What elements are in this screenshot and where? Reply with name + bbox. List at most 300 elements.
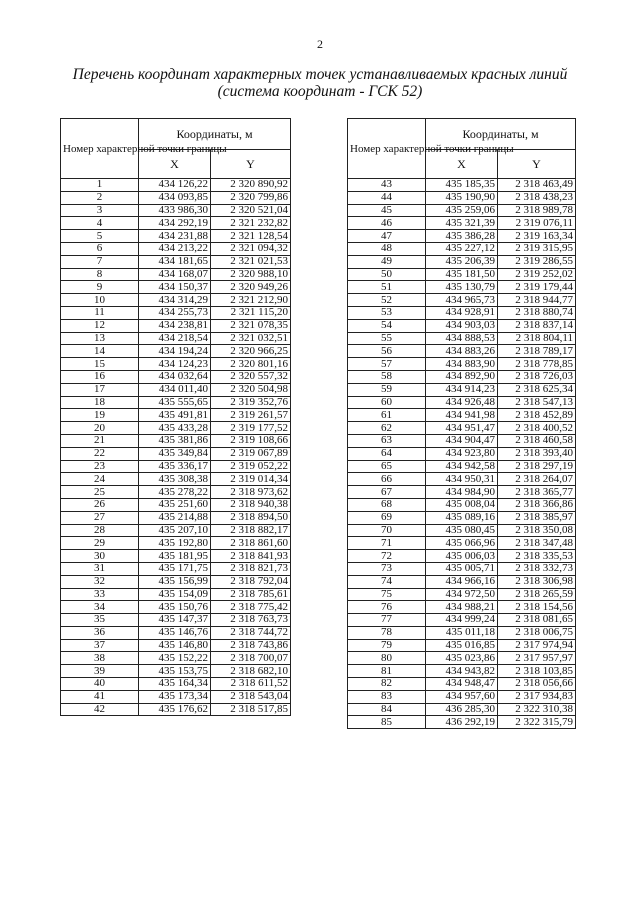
header-x: X: [139, 150, 211, 179]
x-coordinate-cell: 435 207,10: [139, 524, 211, 537]
table-row: [61, 626, 291, 639]
y-coordinate-cell: 2 318 882,17: [211, 524, 291, 537]
table-row: [61, 422, 291, 435]
x-coordinate-cell: 434 972,50: [426, 588, 498, 601]
x-coordinate-cell: 434 914,23: [426, 383, 498, 396]
x-coordinate-cell: 434 942,58: [426, 460, 498, 473]
point-number-cell: 40: [61, 678, 139, 691]
point-number-cell: 70: [348, 524, 426, 537]
point-number-cell: 42: [61, 703, 139, 716]
point-number-cell: 27: [61, 511, 139, 524]
y-coordinate-cell: 2 318 056,66: [498, 678, 576, 691]
table-row: [348, 281, 576, 294]
point-number-cell: 74: [348, 575, 426, 588]
x-coordinate-cell: 435 227,12: [426, 242, 498, 255]
point-number-cell: 48: [348, 242, 426, 255]
x-coordinate-cell: 435 016,85: [426, 639, 498, 652]
y-coordinate-cell: 2 318 335,53: [498, 550, 576, 563]
x-coordinate-cell: 434 213,22: [139, 242, 211, 255]
y-coordinate-cell: 2 317 974,94: [498, 639, 576, 652]
x-coordinate-cell: 435 154,09: [139, 588, 211, 601]
point-number-cell: 8: [61, 268, 139, 281]
table-row: [61, 217, 291, 230]
y-coordinate-cell: 2 318 154,56: [498, 601, 576, 614]
table-row: [348, 537, 576, 550]
x-coordinate-cell: 435 005,71: [426, 562, 498, 575]
table-row: [61, 230, 291, 243]
y-coordinate-cell: 2 321 021,53: [211, 255, 291, 268]
x-coordinate-cell: 434 926,48: [426, 396, 498, 409]
table-row: [61, 588, 291, 601]
x-coordinate-cell: 435 349,84: [139, 447, 211, 460]
table-row: [348, 345, 576, 358]
y-coordinate-cell: 2 318 940,38: [211, 498, 291, 511]
x-coordinate-cell: 435 080,45: [426, 524, 498, 537]
y-coordinate-cell: 2 320 557,32: [211, 370, 291, 383]
point-number-cell: 41: [61, 690, 139, 703]
point-number-cell: 35: [61, 614, 139, 627]
point-number-cell: 76: [348, 601, 426, 614]
x-coordinate-cell: 435 130,79: [426, 281, 498, 294]
table-row: [348, 473, 576, 486]
y-coordinate-cell: 2 321 032,51: [211, 332, 291, 345]
x-coordinate-cell: 435 308,38: [139, 473, 211, 486]
title-line-1: Перечень координат характерных точек устанавливаемых красных линий: [72, 66, 568, 83]
x-coordinate-cell: 434 238,81: [139, 319, 211, 332]
y-coordinate-cell: 2 318 700,07: [211, 652, 291, 665]
y-coordinate-cell: 2 318 778,85: [498, 358, 576, 371]
y-coordinate-cell: 2 318 438,23: [498, 191, 576, 204]
x-coordinate-cell: 436 285,30: [426, 703, 498, 716]
table-row: [348, 562, 576, 575]
point-number-cell: 26: [61, 498, 139, 511]
header-coordinates: Координаты, м: [426, 119, 576, 150]
point-number-cell: 68: [348, 498, 426, 511]
table-row: [61, 652, 291, 665]
x-coordinate-cell: 434 093,85: [139, 191, 211, 204]
x-coordinate-cell: 434 011,40: [139, 383, 211, 396]
table-row: [348, 332, 576, 345]
x-coordinate-cell: 434 032,64: [139, 370, 211, 383]
y-coordinate-cell: 2 318 726,03: [498, 370, 576, 383]
x-coordinate-cell: 435 491,81: [139, 409, 211, 422]
y-coordinate-cell: 2 318 385,97: [498, 511, 576, 524]
point-number-cell: 37: [61, 639, 139, 652]
point-number-cell: 75: [348, 588, 426, 601]
point-number-cell: 53: [348, 306, 426, 319]
x-coordinate-cell: 435 146,76: [139, 626, 211, 639]
table-row: [61, 383, 291, 396]
table-row: [348, 268, 576, 281]
page-number: 2: [317, 37, 323, 51]
x-coordinate-cell: 435 153,75: [139, 665, 211, 678]
table-row: [348, 358, 576, 371]
y-coordinate-cell: 2 319 014,34: [211, 473, 291, 486]
point-number-cell: 3: [61, 204, 139, 217]
y-coordinate-cell: 2 318 744,72: [211, 626, 291, 639]
point-number-cell: 52: [348, 294, 426, 307]
x-coordinate-cell: 434 948,47: [426, 678, 498, 691]
point-number-cell: 47: [348, 230, 426, 243]
x-coordinate-cell: 435 336,17: [139, 460, 211, 473]
table-row: [61, 268, 291, 281]
point-number-cell: 51: [348, 281, 426, 294]
x-coordinate-cell: 435 214,88: [139, 511, 211, 524]
y-coordinate-cell: 2 318 365,77: [498, 486, 576, 499]
y-coordinate-cell: 2 318 804,11: [498, 332, 576, 345]
x-coordinate-cell: 435 152,22: [139, 652, 211, 665]
x-coordinate-cell: 434 168,07: [139, 268, 211, 281]
x-coordinate-cell: 434 892,90: [426, 370, 498, 383]
table-row: [61, 524, 291, 537]
y-coordinate-cell: 2 322 315,79: [498, 716, 576, 729]
table-row: [61, 703, 291, 716]
point-number-cell: 21: [61, 434, 139, 447]
x-coordinate-cell: 434 218,54: [139, 332, 211, 345]
y-coordinate-cell: 2 318 547,13: [498, 396, 576, 409]
point-number-cell: 32: [61, 575, 139, 588]
x-coordinate-cell: 434 181,65: [139, 255, 211, 268]
table-row: [348, 255, 576, 268]
table-row: [61, 511, 291, 524]
y-coordinate-cell: 2 318 775,42: [211, 601, 291, 614]
point-number-cell: 36: [61, 626, 139, 639]
y-coordinate-cell: 2 318 297,19: [498, 460, 576, 473]
y-coordinate-cell: 2 318 880,74: [498, 306, 576, 319]
y-coordinate-cell: 2 318 006,75: [498, 626, 576, 639]
table-row: [61, 665, 291, 678]
point-number-cell: 66: [348, 473, 426, 486]
table-row: [348, 434, 576, 447]
y-coordinate-cell: 2 318 841,93: [211, 550, 291, 563]
x-coordinate-cell: 435 433,28: [139, 422, 211, 435]
y-coordinate-cell: 2 318 743,86: [211, 639, 291, 652]
table-row: [348, 588, 576, 601]
y-coordinate-cell: 2 320 949,26: [211, 281, 291, 294]
table-row: [348, 652, 576, 665]
header-y: Y: [498, 150, 576, 179]
y-coordinate-cell: 2 321 078,35: [211, 319, 291, 332]
table-row: [61, 294, 291, 307]
y-coordinate-cell: 2 318 264,07: [498, 473, 576, 486]
x-coordinate-cell: 434 888,53: [426, 332, 498, 345]
table-row: [348, 319, 576, 332]
table-row: [61, 396, 291, 409]
table-row: [348, 179, 576, 192]
x-coordinate-cell: 436 292,19: [426, 716, 498, 729]
y-coordinate-cell: 2 318 861,60: [211, 537, 291, 550]
table-body-right: [348, 179, 576, 729]
table-row: [61, 319, 291, 332]
y-coordinate-cell: 2 319 076,11: [498, 217, 576, 230]
point-number-cell: 46: [348, 217, 426, 230]
x-coordinate-cell: 435 206,39: [426, 255, 498, 268]
x-coordinate-cell: 435 173,34: [139, 690, 211, 703]
table-row: [61, 434, 291, 447]
point-number-cell: 1: [61, 179, 139, 192]
y-coordinate-cell: 2 319 352,76: [211, 396, 291, 409]
point-number-cell: 13: [61, 332, 139, 345]
point-number-cell: 57: [348, 358, 426, 371]
y-coordinate-cell: 2 321 094,32: [211, 242, 291, 255]
x-coordinate-cell: 435 171,75: [139, 562, 211, 575]
table-row: [348, 639, 576, 652]
point-number-cell: 85: [348, 716, 426, 729]
table-row: [61, 358, 291, 371]
y-coordinate-cell: 2 318 821,73: [211, 562, 291, 575]
x-coordinate-cell: 435 181,50: [426, 268, 498, 281]
x-coordinate-cell: 434 957,60: [426, 690, 498, 703]
table-row: [348, 447, 576, 460]
table-row: [348, 486, 576, 499]
table-row: [61, 550, 291, 563]
header-point-number: Номер характерной точки границы: [348, 119, 426, 179]
table-row: [348, 204, 576, 217]
y-coordinate-cell: 2 318 973,62: [211, 486, 291, 499]
table-row: [61, 191, 291, 204]
point-number-cell: 34: [61, 601, 139, 614]
table-row: [61, 281, 291, 294]
x-coordinate-cell: 435 251,60: [139, 498, 211, 511]
table-row: [348, 665, 576, 678]
y-coordinate-cell: 2 319 052,22: [211, 460, 291, 473]
x-coordinate-cell: 434 124,23: [139, 358, 211, 371]
y-coordinate-cell: 2 318 306,98: [498, 575, 576, 588]
y-coordinate-cell: 2 318 625,34: [498, 383, 576, 396]
point-number-cell: 60: [348, 396, 426, 409]
table-row: [348, 242, 576, 255]
point-number-cell: 82: [348, 678, 426, 691]
x-coordinate-cell: 435 181,95: [139, 550, 211, 563]
x-coordinate-cell: 435 176,62: [139, 703, 211, 716]
y-coordinate-cell: 2 317 934,83: [498, 690, 576, 703]
table-row: [348, 498, 576, 511]
x-coordinate-cell: 434 314,29: [139, 294, 211, 307]
point-number-cell: 72: [348, 550, 426, 563]
y-coordinate-cell: 2 320 890,92: [211, 179, 291, 192]
x-coordinate-cell: 434 903,03: [426, 319, 498, 332]
table-row: [348, 626, 576, 639]
x-coordinate-cell: 435 192,80: [139, 537, 211, 550]
point-number-cell: 73: [348, 562, 426, 575]
y-coordinate-cell: 2 320 801,16: [211, 358, 291, 371]
table-row: [348, 601, 576, 614]
table-row: [61, 447, 291, 460]
point-number-cell: 79: [348, 639, 426, 652]
y-coordinate-cell: 2 318 400,52: [498, 422, 576, 435]
point-number-cell: 45: [348, 204, 426, 217]
table-row: [61, 486, 291, 499]
table-row: [348, 460, 576, 473]
point-number-cell: 83: [348, 690, 426, 703]
x-coordinate-cell: 434 194,24: [139, 345, 211, 358]
x-coordinate-cell: 434 883,90: [426, 358, 498, 371]
point-number-cell: 56: [348, 345, 426, 358]
y-coordinate-cell: 2 318 103,85: [498, 665, 576, 678]
y-coordinate-cell: 2 318 792,04: [211, 575, 291, 588]
x-coordinate-cell: 434 966,16: [426, 575, 498, 588]
point-number-cell: 62: [348, 422, 426, 435]
x-coordinate-cell: 435 023,86: [426, 652, 498, 665]
x-coordinate-cell: 435 185,35: [426, 179, 498, 192]
table-row: [348, 422, 576, 435]
y-coordinate-cell: 2 318 789,17: [498, 345, 576, 358]
point-number-cell: 11: [61, 306, 139, 319]
table-row: [61, 345, 291, 358]
point-number-cell: 64: [348, 447, 426, 460]
x-coordinate-cell: 434 255,73: [139, 306, 211, 319]
x-coordinate-cell: 434 950,31: [426, 473, 498, 486]
x-coordinate-cell: 434 904,47: [426, 434, 498, 447]
point-number-cell: 6: [61, 242, 139, 255]
coordinates-table-left: [60, 118, 291, 716]
point-number-cell: 9: [61, 281, 139, 294]
table-row: [348, 396, 576, 409]
point-number-cell: 28: [61, 524, 139, 537]
x-coordinate-cell: 434 126,22: [139, 179, 211, 192]
x-coordinate-cell: 435 164,34: [139, 678, 211, 691]
table-row: [61, 498, 291, 511]
y-coordinate-cell: 2 318 081,65: [498, 614, 576, 627]
x-coordinate-cell: 435 147,37: [139, 614, 211, 627]
point-number-cell: 58: [348, 370, 426, 383]
table-row: [61, 242, 291, 255]
x-coordinate-cell: 435 278,22: [139, 486, 211, 499]
point-number-cell: 18: [61, 396, 139, 409]
y-coordinate-cell: 2 318 463,49: [498, 179, 576, 192]
table-row: [348, 409, 576, 422]
point-number-cell: 2: [61, 191, 139, 204]
coordinates-table-right: [347, 118, 576, 729]
point-number-cell: 84: [348, 703, 426, 716]
table-row: [61, 562, 291, 575]
point-number-cell: 16: [61, 370, 139, 383]
x-coordinate-cell: 435 006,03: [426, 550, 498, 563]
y-coordinate-cell: 2 322 310,38: [498, 703, 576, 716]
point-number-cell: 43: [348, 179, 426, 192]
table-row: [348, 306, 576, 319]
point-number-cell: 77: [348, 614, 426, 627]
y-coordinate-cell: 2 321 128,54: [211, 230, 291, 243]
point-number-cell: 39: [61, 665, 139, 678]
point-number-cell: 12: [61, 319, 139, 332]
y-coordinate-cell: 2 319 286,55: [498, 255, 576, 268]
table-row: [348, 511, 576, 524]
y-coordinate-cell: 2 320 966,25: [211, 345, 291, 358]
header-y: Y: [211, 150, 291, 179]
title-line-2: (система координат - ГСК 52): [217, 83, 423, 100]
x-coordinate-cell: 434 292,19: [139, 217, 211, 230]
point-number-cell: 61: [348, 409, 426, 422]
y-coordinate-cell: 2 318 763,73: [211, 614, 291, 627]
point-number-cell: 14: [61, 345, 139, 358]
y-coordinate-cell: 2 318 517,85: [211, 703, 291, 716]
y-coordinate-cell: 2 320 504,98: [211, 383, 291, 396]
table-row: [61, 473, 291, 486]
y-coordinate-cell: 2 318 350,08: [498, 524, 576, 537]
point-number-cell: 24: [61, 473, 139, 486]
point-number-cell: 20: [61, 422, 139, 435]
point-number-cell: 10: [61, 294, 139, 307]
x-coordinate-cell: 434 231,88: [139, 230, 211, 243]
table-row: [61, 204, 291, 217]
y-coordinate-cell: 2 318 611,52: [211, 678, 291, 691]
table-row: [348, 690, 576, 703]
point-number-cell: 50: [348, 268, 426, 281]
point-number-cell: 30: [61, 550, 139, 563]
table-row: [348, 370, 576, 383]
table-row: [348, 383, 576, 396]
header-coordinates: Координаты, м: [139, 119, 291, 150]
y-coordinate-cell: 2 318 460,58: [498, 434, 576, 447]
table-row: [61, 614, 291, 627]
table-row: [348, 575, 576, 588]
point-number-cell: 71: [348, 537, 426, 550]
point-number-cell: 31: [61, 562, 139, 575]
point-number-cell: 5: [61, 230, 139, 243]
point-number-cell: 29: [61, 537, 139, 550]
table-row: [61, 575, 291, 588]
y-coordinate-cell: 2 318 265,59: [498, 588, 576, 601]
table-row: [61, 639, 291, 652]
table-row: [61, 678, 291, 691]
y-coordinate-cell: 2 318 989,78: [498, 204, 576, 217]
y-coordinate-cell: 2 319 179,44: [498, 281, 576, 294]
x-coordinate-cell: 434 984,90: [426, 486, 498, 499]
y-coordinate-cell: 2 321 232,82: [211, 217, 291, 230]
table-row: [61, 690, 291, 703]
point-number-cell: 49: [348, 255, 426, 268]
point-number-cell: 81: [348, 665, 426, 678]
y-coordinate-cell: 2 319 252,02: [498, 268, 576, 281]
document-title: [40, 66, 600, 100]
x-coordinate-cell: 435 321,39: [426, 217, 498, 230]
table-body-left: [61, 179, 291, 716]
point-number-cell: 65: [348, 460, 426, 473]
x-coordinate-cell: 434 941,98: [426, 409, 498, 422]
table-row: [348, 550, 576, 563]
point-number-cell: 63: [348, 434, 426, 447]
point-number-cell: 69: [348, 511, 426, 524]
point-number-cell: 4: [61, 217, 139, 230]
point-number-cell: 55: [348, 332, 426, 345]
point-number-cell: 23: [61, 460, 139, 473]
point-number-cell: 59: [348, 383, 426, 396]
point-number-cell: 19: [61, 409, 139, 422]
table-row: [61, 332, 291, 345]
y-coordinate-cell: 2 319 163,34: [498, 230, 576, 243]
x-coordinate-cell: 434 965,73: [426, 294, 498, 307]
y-coordinate-cell: 2 318 785,61: [211, 588, 291, 601]
x-coordinate-cell: 434 883,26: [426, 345, 498, 358]
x-coordinate-cell: 434 999,24: [426, 614, 498, 627]
table-row: [348, 294, 576, 307]
point-number-cell: 17: [61, 383, 139, 396]
y-coordinate-cell: 2 318 894,50: [211, 511, 291, 524]
table-row: [61, 370, 291, 383]
y-coordinate-cell: 2 318 452,89: [498, 409, 576, 422]
x-coordinate-cell: 434 923,80: [426, 447, 498, 460]
y-coordinate-cell: 2 321 115,20: [211, 306, 291, 319]
table-row: [61, 409, 291, 422]
y-coordinate-cell: 2 317 957,97: [498, 652, 576, 665]
x-coordinate-cell: 434 943,82: [426, 665, 498, 678]
x-coordinate-cell: 435 156,99: [139, 575, 211, 588]
table-row: [348, 678, 576, 691]
point-number-cell: 54: [348, 319, 426, 332]
x-coordinate-cell: 435 146,80: [139, 639, 211, 652]
point-number-cell: 78: [348, 626, 426, 639]
